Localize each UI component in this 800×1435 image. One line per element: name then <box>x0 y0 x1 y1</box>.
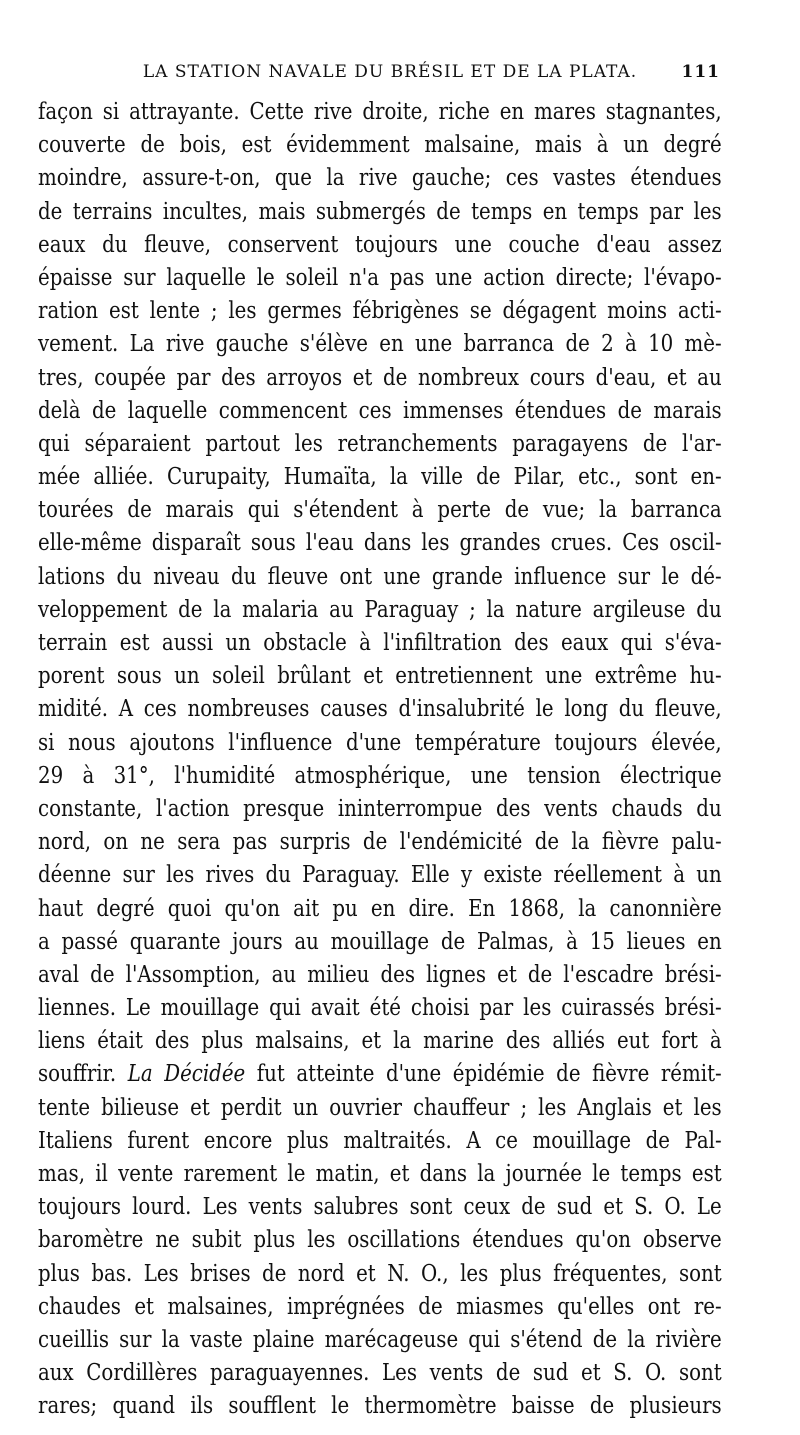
text-line: tres, coupée par des arroyos et de nombreux cours d'eau, et au <box>38 364 722 391</box>
text-line: moindre, assure-t-on, que la rive gauche; ces vastes étendues <box>38 165 722 192</box>
text-line: chaudes et malsaines, imprégnées de miasmes qu'elles ont re- <box>38 1293 722 1320</box>
text-line: midité. A ces nombreuses causes d'insalubrité le long du fleuve, <box>38 696 722 723</box>
text-line: 29 à 31°, l'humidité atmosphérique, une tension électrique <box>38 762 722 789</box>
text-line: tourées de marais qui s'étendent à perte de vue; la barranca <box>38 497 722 524</box>
text-line: mas, il vente rarement le matin, et dans la journée le temps est <box>38 1161 722 1187</box>
ship-name: La Décidée <box>127 1061 246 1088</box>
text-line: a passé quarante jours au mouillage de Palmas, à 15 lieues en <box>38 928 722 955</box>
text-line: porent sous un soleil brûlant et entretiennent une extrême hu- <box>38 663 722 690</box>
text-line: liennes. Le mouillage qui avait été choisi par les cuirassés brési- <box>38 995 722 1022</box>
text-line: nord, on ne sera pas surpris de l'endémicité de la fièvre palu- <box>38 829 722 856</box>
text-line: terrain est aussi un obstacle à l'infiltration des eaux qui s'éva- <box>38 630 722 656</box>
text-line: couverte de bois, est évidemment malsaine, mais à un degré <box>38 132 722 159</box>
text-line-with-ship-name <box>38 1058 722 1091</box>
text-line: aval de l'Assomption, au milieu des lignes et de l'escadre brési- <box>38 961 722 988</box>
text-fragment: souffrir. <box>38 1061 117 1088</box>
text-line: mée alliée. Curupaity, Humaïta, la ville de Pilar, etc., sont en- <box>38 464 722 491</box>
running-title: LA STATION NAVALE DU BRÉSIL ET DE LA PLATA. <box>142 62 638 82</box>
text-line: façon si attrayante. Cette rive droite, riche en mares stagnantes, <box>38 99 722 125</box>
text-line: toujours lourd. Les vents salubres sont ceux de sud et S. O. Le <box>38 1194 722 1221</box>
text-line: qui séparaient partout les retranchements paragayens de l'ar- <box>38 430 722 457</box>
page-number: 111 <box>681 62 720 82</box>
text-line: veloppement de la malaria au Paraguay ; la nature argileuse du <box>38 596 722 623</box>
text-line: constante, l'action presque ininterrompue des vents chauds du <box>38 795 722 822</box>
text-line: de terrains incultes, mais submergés de temps en temps par les <box>38 198 722 225</box>
text-line: déenne sur les rives du Paraguay. Elle y existe réellement à un <box>38 862 722 889</box>
body-text <box>38 96 722 1424</box>
text-line: baromètre ne subit plus les oscillations étendues qu'on observe <box>38 1227 722 1254</box>
text-line: tente bilieuse et perdit un ouvrier chauffeur ; les Anglais et les <box>38 1094 722 1121</box>
text-line: vement. La rive gauche s'élève en une barranca de 2 à 10 mè- <box>38 331 722 358</box>
text-line: si nous ajoutons l'influence d'une température toujours élevée, <box>38 729 722 756</box>
text-line: plus bas. Les brises de nord et N. O., les plus fréquentes, sont <box>38 1260 722 1287</box>
text-line: épaisse sur laquelle le soleil n'a pas une action directe; l'évapo- <box>38 264 722 291</box>
text-line: haut degré quoi qu'on ait pu en dire. En 1868, la canonnière <box>38 895 722 922</box>
text-fragment: fut atteinte d'une épidémie de fièvre rémit- <box>245 1061 722 1088</box>
text-line: delà de laquelle commencent ces immenses étendues de marais <box>38 397 722 424</box>
text-line: ration est lente ; les germes fébrigènes se dégagent moins acti- <box>38 298 722 325</box>
text-line: lations du niveau du fleuve ont une grande influence sur le dé- <box>38 563 722 590</box>
text-line: Italiens furent encore plus maltraités. A ce mouillage de Pal- <box>38 1127 722 1154</box>
text-line: rares; quand ils soufflent le thermomètre baisse de plusieurs <box>38 1393 722 1420</box>
text-line: liens était des plus malsains, et la marine des alliés eut fort à <box>38 1028 722 1055</box>
text-line: aux Cordillères paraguayennes. Les vents de sud et S. O. sont <box>38 1360 722 1387</box>
page-header <box>120 62 720 86</box>
text-line: eaux du fleuve, conservent toujours une couche d'eau assez <box>38 231 722 258</box>
text-line: cueillis sur la vaste plaine marécageuse qui s'étend de la rivière <box>38 1326 722 1353</box>
text-line: elle-même disparaît sous l'eau dans les grandes crues. Ces oscil- <box>38 530 722 557</box>
